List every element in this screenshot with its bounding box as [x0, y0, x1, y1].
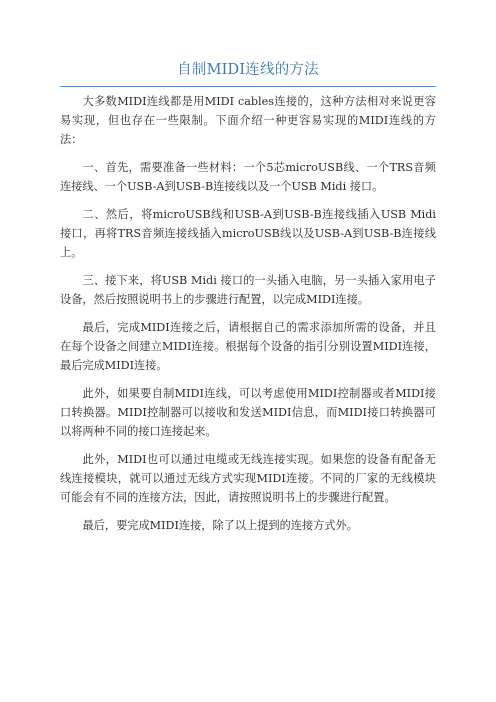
document-title: 自制MIDI连线的方法	[177, 62, 319, 78]
paragraph-intro: 大多数MIDI连线都是用MIDI cables连接的，这种方法相对来说更容易实现，但也存在一些限制。下面介绍一种更容易实现的MIDI连线的方法：	[60, 95, 436, 146]
paragraph-step-3: 三、接下来，将USB Midi 接口的一头插入电脑，另一头插入家用电子设备，然后按照说明书上的步骤进行配置，以完成MIDI连接。	[60, 274, 436, 306]
paragraph-controller: 此外，如果要自制MIDI连线，可以考虑使用MIDI控制器或者MIDI接口转换器。MIDI控制器可以接收和发送MIDI信息，而MIDI接口转换器可以将两种不同的接口连接起来。	[60, 387, 436, 438]
paragraph-finally: 最后，完成MIDI连接之后，请根据自己的需求添加所需的设备，并且在每个设备之间建立MIDI连接。根据每个设备的指引分别设置MIDI连接，最后完成MIDI连接。	[60, 321, 436, 372]
paragraph-wireless: 此外，MIDI也可以通过电缆或无线连接实现。如果您的设备有配备无线连接模块，就可以通过无线方式实现MIDI连接。不同的厂家的无线模块可能会有不同的连接方法，因此，请按照说明书上的步骤进行配置。	[60, 453, 436, 504]
document-body	[60, 92, 436, 544]
paragraph-step-2: 二、然后，将microUSB线和USB-A到USB-B连接线插入USB Midi接口，再将TRS音频连接线插入microUSB线以及USB-A到USB-B连接线上。	[60, 208, 436, 259]
paragraph-step-1: 一、首先，需要准备一些材料：一个5芯microUSB线、一个TRS音频连接线、一个USB-A到USB-B连接线以及一个USB Midi 接口。	[60, 161, 436, 193]
paragraph-conclusion: 最后，要完成MIDI连接，除了以上提到的连接方式外。	[82, 519, 358, 532]
title-divider	[60, 86, 436, 87]
